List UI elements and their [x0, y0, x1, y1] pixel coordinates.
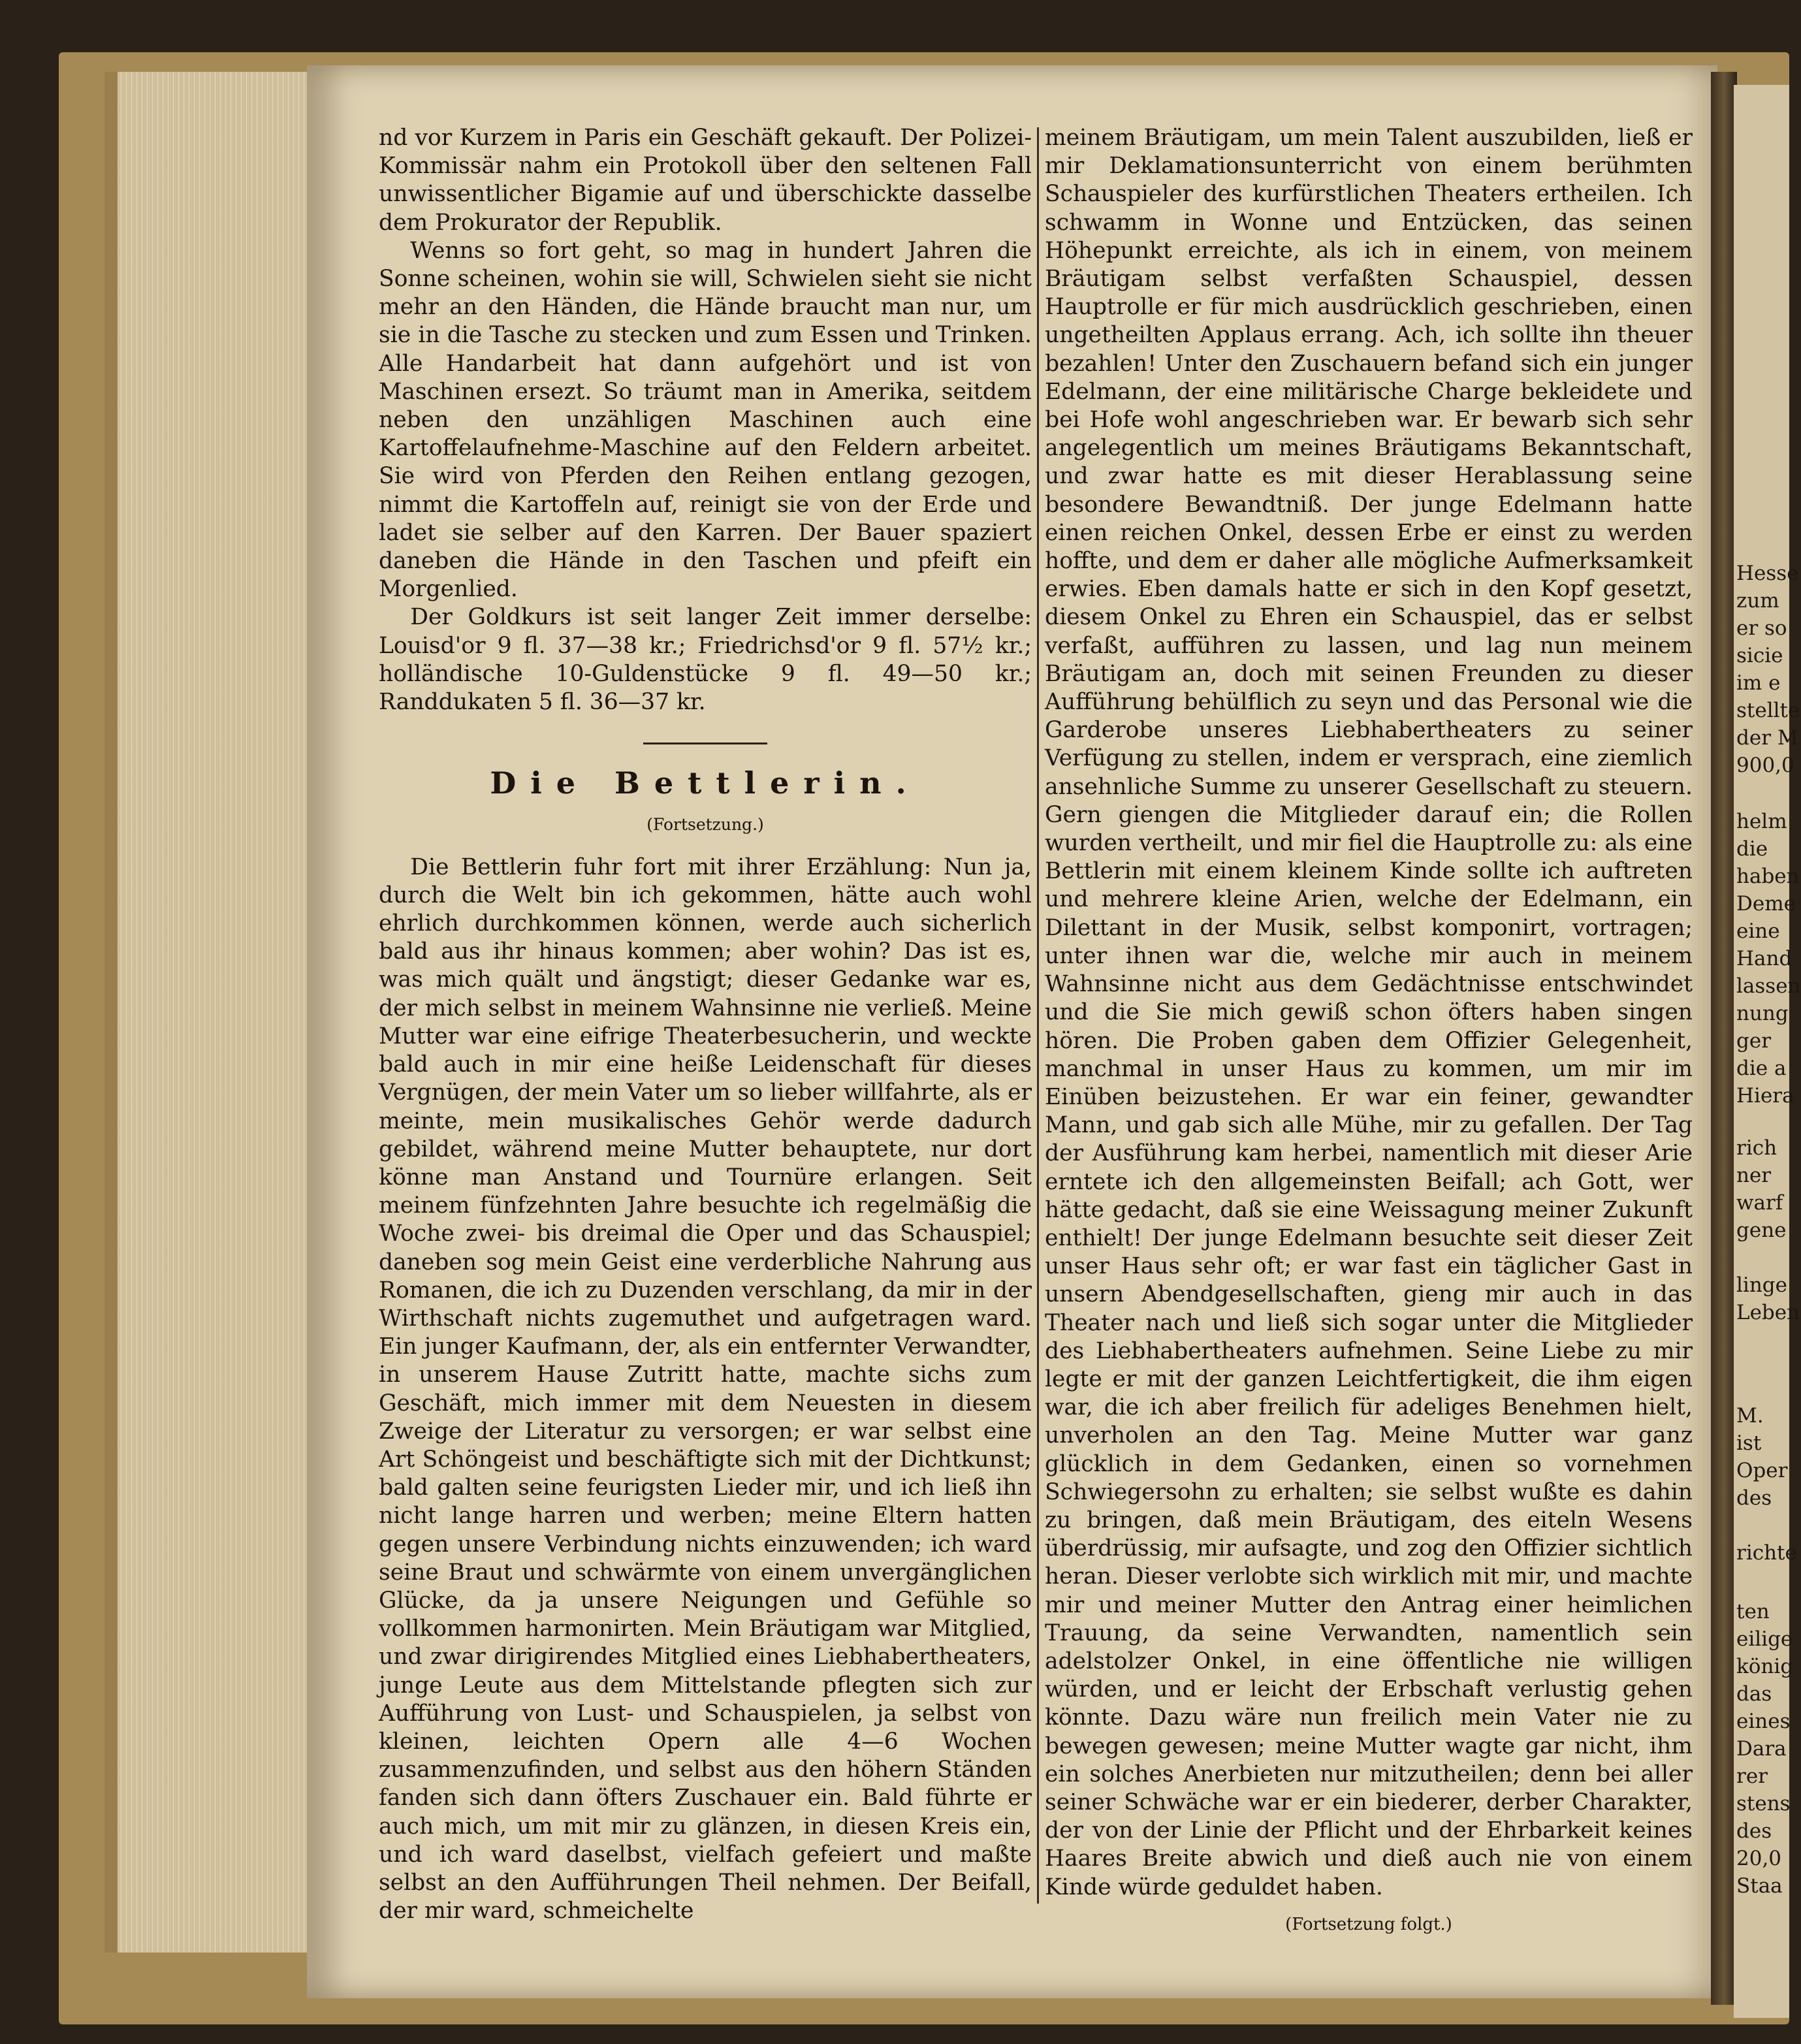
facing-page-word: richte [1736, 1541, 1797, 1565]
facing-page-word: Oper [1736, 1459, 1788, 1482]
facing-page-word: haben [1736, 865, 1800, 888]
facing-page-word: ten [1736, 1600, 1770, 1623]
right-column [1045, 124, 1693, 1939]
facing-page-word: stens [1736, 1792, 1791, 1815]
facing-page-word: Hesse [1736, 562, 1799, 585]
facing-page-word: Leben [1736, 1301, 1800, 1324]
facing-page-word: warf [1736, 1191, 1783, 1215]
facing-page-word: rich [1736, 1136, 1777, 1160]
continuation-note: (Fortsetzung folgt.) [1285, 1914, 1452, 1934]
news-paragraph: Wenns so fort geht, so mag in hundert Jahren die Sonne scheinen, wohin sie will, Schwielen sieht sie nicht mehr an den Händen, die Hände braucht man nur, um sie in die Tasche zu stecken und zum Essen und Trinken. Alle Handarbeit hat dann aufgehört und ist von Maschinen ersezt. So träumt man in Amerika, seitdem neben den unzähligen Maschinen auch eine Kartoffelaufnehme-Maschine auf den Feldern arbeitet. Sie wird von Pferden den Reihen entlang gezogen, nimmt die Kartoffeln auf, reinigt sie von der Erde und ladet sie selber auf den Karren. Der Bauer spaziert daneben die Hände in den Taschen und pfeift ein Morgenlied. [379, 237, 1032, 603]
facing-page-word: Staa [1736, 1874, 1783, 1898]
facing-page-word: eine [1736, 919, 1780, 943]
facing-page-word: der M [1736, 726, 1798, 750]
facing-page-word: Hand [1736, 947, 1793, 970]
facing-page-word: Deme [1736, 892, 1796, 916]
facing-page-word: eines [1736, 1710, 1791, 1733]
facing-page-word: des [1736, 1819, 1772, 1843]
story-paragraph: meinem Bräutigam, um mein Talent auszubilden, ließ er mir Deklamationsunterricht von einem berühmten Schauspieler des kurfürstlichen Theaters ertheilen. Ich schwamm in Wonne und Entzücken, das seinen Höhepunkt erreichte, als ich in einem, von meinem Bräutigam selbst verfaßten Schauspiel, dessen Hauptrolle er für mich ausdrücklich geschrieben, einen ungetheilten Applaus errang. Ach, ich sollte ihn theuer bezahlen! Unter den Zuschauern befand sich ein junger Edelmann, der eine militärische Charge bekleidete und bei Hofe wohl angeschrieben war. Er bewarb sich sehr angelegentlich um meines Bräutigams Bekanntschaft, und zwar hatte es mit dieser Herablassung seine besondere Bewandtniß. Der junge Edelmann hatte einen reichen Onkel, dessen Erbe er einst zu werden hoffte, und dem er daher alle mögliche Aufmerksamkeit erwies. Eben damals hatte er sich in den Kopf gesetzt, diesem Onkel zu Ehren ein Schauspiel, das er selbst verfaßt, aufführen zu lassen, und lag nun meinem Bräutigam an, doch mit seinen Freunden zu dieser Aufführung behülflich zu seyn und das Personal wie die Garderobe unseres Liebhabertheaters zu seiner Verfügung zu stellen, indem er versprach, eine ziemlich ansehnliche Summe zu unserer Gesellschaft zu steuern. Gern giengen die Mitglieder darauf ein; die Rollen wurden vertheilt, und mir fiel die Hauptrolle zu: als eine Bettlerin mit einem kleinem Kinde sollte ich auftreten und mehrere kleine Arien, welche der Edelmann, ein Dilettant in der Musik, selbst komponirt, vortragen; unter ihnen war die, welche mir auch in meinem Wahnsinne nicht aus dem Gedächtnisse entschwindet und die Sie mich gewiß schon öfters haben singen hören. Die Proben gaben dem Offizier Gelegenheit, manchmal in unser Haus zu kommen, um mir im Einüben beizustehen. Er war ein feiner, gewandter Mann, und gab sich alle Mühe, mir zu gefallen. Der Tag der Ausführung kam herbei, namentlich mit dieser Arie erntete ich den allgemeinsten Beifall; ach Gott, wer hätte gedacht, daß sie eine Weissagung meiner Zukunft enthielt! Der junge Edelmann besuchte seit dieser Zeit unser Haus sehr oft; er war fast ein täglicher Gast in unsern Abendgesellschaften, gieng mir auch in das Theater nach und ließ sich sogar unter die Mitglieder des Liebhabertheaters aufnehmen. Seine Liebe zu mir legte er mit der ganzen Leichtfertigkeit, die ihm eigen war, die ich aber freilich für adeliges Benehmen hielt, unverholen an den Tag. Meine Mutter war ganz glücklich in dem Gedanken, einen so vornehmen Schwiegersohn zu erhalten; sie selbst wußte es dahin zu bringen, daß mein Bräutigam, des eiteln Wesens überdrüssig, mir aufsagte, und zog den Offizier sichtlich heran. Dieser verlobte sich wirklich mit mir, und machte mir und meiner Mutter den Antrag einer heimlichen Trauung, da seine Verwandten, namentlich sein adelstolzer Onkel, in eine öffentliche nie willigen würden, und er leicht der Erbschaft verlustig gehen könnte. Dazu wäre nun freilich mein Vater nie zu bewegen gewesen; meine Mutter wagte gar nicht, ihm ein solches Anerbieten nur mitzutheilen; denn bei aller seiner Schwäche war er ein biederer, derber Charakter, der von der Linie der Pflicht und der Ehrbarkeit keines Haares Breite abwich und dieß auch nie von einem Kinde würde geduldet haben. [1045, 125, 1693, 1900]
facing-page-word: 20,0 [1736, 1847, 1782, 1870]
page-block-edge [104, 72, 333, 1953]
book-gutter [1711, 72, 1737, 2005]
facing-page-word: ger [1736, 1029, 1772, 1053]
facing-page-word: das [1736, 1682, 1772, 1706]
facing-page-word: er so [1736, 616, 1787, 640]
facing-page-word: helm [1736, 810, 1787, 833]
story-paragraph: Die Bettlerin fuhr fort mit ihrer Erzählung: Nun ja, durch die Welt bin ich gekommen, hätte auch wohl ehrlich durchkommen können, werde auch sicherlich bald aus ihr hinaus kommen; aber wohin? Das ist es, was mich quält und ängstigt; dieser Gedanke war es, der mich selbst in meinem Wahnsinne nie verließ. Meine Mutter war eine eifrige Theaterbesucherin, und weckte bald auch in mir eine heiße Leidenschaft für dieses Vergnügen, der mein Vater um so lieber willfahrte, als er meinte, mein musikalisches Gehör werde dadurch gebildet, während meine Mutter behauptete, nur dort könne man Anstand und Tournüre erlangen. Seit meinem fünfzehnten Jahre besuchte ich regelmäßig die Woche zwei- bis dreimal die Oper und das Schauspiel; daneben sog mein Geist eine verderbliche Nahrung aus Romanen, die ich zu Duzenden verschlang, da mir in der Wirthschaft nichts zugemuthet und aufgetragen ward. Ein junger Kaufmann, der, als ein entfernter Verwandter, in unserem Hause Zutritt hatte, machte sichs zum Geschäft, mich immer mit dem Neuesten in diesem Zweige der Literatur zu versorgen; er war selbst eine Art Schöngeist und beschäftigte sich mit der Dichtkunst; bald galten seine feurigsten Lieder mir, und ich ließ ihn nicht lange harren und werben; meine Eltern hatten gegen unsere Verbindung nichts einzuwenden; ich ward seine Braut und schwärmte von einem unvergänglichen Glücke, da ja unsere Neigungen und Gefühle so vollkommen harmonirten. Mein Bräutigam war Mitglied, und zwar dirigirendes Mitglied eines Liebhabertheaters, junge Leute aus dem Mittelstande pflegten sich zur Aufführung von Lust- und Schauspielen, ja selbst von kleinen, leichten Opern alle 4—6 Wochen zusammenzufinden, und selbst aus den höhern Ständen fanden sich dann öfters Zuschauer ein. Bald führte er auch mich, um mit mir zu glänzen, in diesen Kreis ein, und ich ward daselbst, vielfach gefeiert und maßte selbst an den Aufführungen Theil nehmen. Der Beifall, der mir ward, schmeichelte [379, 854, 1032, 1924]
facing-page-word: die [1736, 837, 1768, 861]
facing-page-word: rer [1736, 1765, 1768, 1788]
facing-page-word: im e [1736, 671, 1781, 695]
facing-page-word: könig [1736, 1655, 1794, 1678]
facing-page-word: des [1736, 1486, 1772, 1510]
facing-page-word: sicie [1736, 644, 1783, 667]
story-title: Die Bettlerin. [490, 765, 921, 801]
facing-page-word: gene [1736, 1219, 1787, 1242]
column-divider [1037, 127, 1039, 1904]
facing-page-word: stellte [1736, 699, 1800, 722]
facing-page-word: nung [1736, 1002, 1789, 1025]
facing-page-word: die a [1736, 1057, 1787, 1080]
section-divider [643, 743, 767, 744]
story-subtitle: (Fortsetzung.) [646, 815, 764, 835]
facing-page-word: 900,0 [1736, 754, 1794, 777]
news-paragraph: nd vor Kurzem in Paris ein Geschäft gekauft. Der Polizei-Kommissär nahm ein Protokoll über den seltenen Fall unwissentlicher Bigamie auf und überschickte dasselbe dem Prokurator der Republik. [379, 125, 1032, 236]
facing-page-word: linge [1736, 1273, 1787, 1297]
facing-page-word: Hiera [1736, 1084, 1794, 1108]
facing-page-word: zum [1736, 589, 1779, 613]
facing-page-word: Dara [1736, 1737, 1787, 1761]
facing-page-word: M. [1736, 1404, 1764, 1428]
news-paragraph: Der Goldkurs ist seit langer Zeit immer derselbe: Louisd'or 9 fl. 37—38 kr.; Friedrichsd'or 9 fl. 57½ kr.; holländische 10-Guldenstücke 9 fl. 49—50 kr.; Randdukaten 5 fl. 36—37 kr. [379, 604, 1032, 716]
facing-page-word: ner [1736, 1164, 1772, 1187]
left-column [379, 124, 1032, 1925]
facing-page-fragment [1734, 85, 1801, 2018]
facing-page-word: lassen [1736, 974, 1801, 998]
facing-page-word: eilige [1736, 1627, 1793, 1651]
facing-page-word: ist [1736, 1431, 1762, 1455]
